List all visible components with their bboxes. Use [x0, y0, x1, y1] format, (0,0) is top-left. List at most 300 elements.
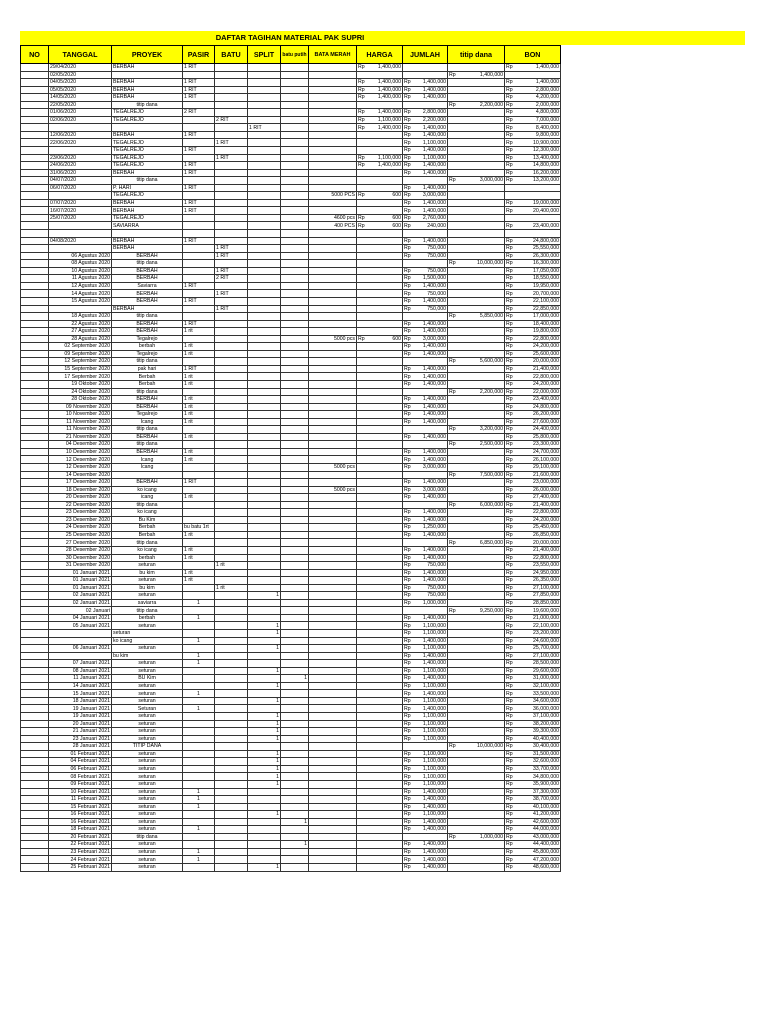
cell-bata-merah	[309, 735, 357, 743]
cell-batu-putih	[281, 252, 309, 260]
cell-harga	[357, 697, 403, 705]
cell-no	[21, 305, 49, 313]
table-row	[21, 222, 561, 230]
cell-batu	[215, 592, 248, 600]
cell-batu-putih	[281, 388, 309, 396]
currency-label: Rp	[404, 403, 411, 410]
cell-tanggal: 22/06/2020	[49, 139, 112, 147]
cell-batu-putih	[281, 637, 309, 645]
cell-bon	[505, 705, 561, 713]
currency-label: Rp	[506, 109, 513, 116]
table-row	[21, 365, 561, 373]
currency-label: Rp	[506, 615, 513, 622]
currency-label: Rp	[449, 539, 456, 546]
cell-jumlah	[403, 780, 448, 788]
cell-jumlah	[403, 788, 448, 796]
cell-proyek: bu kim	[112, 569, 183, 577]
cell-bata-merah	[309, 750, 357, 758]
cell-harga	[357, 64, 403, 72]
cell-no	[21, 131, 49, 139]
cell-bon	[505, 720, 561, 728]
cell-bata-merah	[309, 124, 357, 132]
cell-split	[248, 796, 281, 804]
cell-harga	[357, 199, 403, 207]
cell-no	[21, 313, 49, 321]
cell-no	[21, 441, 49, 449]
cell-split	[248, 509, 281, 517]
cell-bata-merah	[309, 592, 357, 600]
cell-jumlah	[403, 675, 448, 683]
amount-value: 31,500,000	[533, 750, 559, 757]
amount-value: 240,000	[427, 222, 446, 229]
cell-bon	[505, 275, 561, 283]
table-row	[21, 139, 561, 147]
cell-tanggal: 11 Agustus 2020	[49, 275, 112, 283]
col-header-batu: BATU	[215, 46, 248, 64]
cell-batu-putih	[281, 260, 309, 268]
cell-bon	[505, 154, 561, 162]
cell-harga	[357, 207, 403, 215]
cell-tanggal: 12 Desember 2020	[49, 456, 112, 464]
cell-pasir	[183, 509, 215, 517]
currency-label: Rp	[449, 71, 456, 78]
cell-tanggal: 23 Desember 2020	[49, 509, 112, 517]
cell-bata-merah	[309, 743, 357, 751]
cell-split: 1	[248, 780, 281, 788]
amount-value: 2,200,000	[479, 388, 503, 395]
table-row	[21, 516, 561, 524]
cell-proyek: titip dana	[112, 388, 183, 396]
cell-tanggal: 04 Februari 2021	[49, 758, 112, 766]
currency-label: Rp	[506, 622, 513, 629]
cell-pasir: 1	[183, 652, 215, 660]
table-row	[21, 750, 561, 758]
cell-tanggal: 04/05/2020	[49, 79, 112, 87]
cell-harga	[357, 192, 403, 200]
cell-batu-putih	[281, 403, 309, 411]
amount-value: 1,400,000	[377, 109, 401, 116]
amount-value: 1,400,000	[422, 554, 446, 561]
cell-split	[248, 199, 281, 207]
cell-bon	[505, 811, 561, 819]
cell-pasir: 1 rit	[183, 554, 215, 562]
cell-no	[21, 192, 49, 200]
cell-harga	[357, 343, 403, 351]
cell-pasir	[183, 335, 215, 343]
cell-bata-merah	[309, 697, 357, 705]
cell-batu	[215, 373, 248, 381]
cell-proyek: BERBAH	[112, 252, 183, 260]
cell-jumlah	[403, 577, 448, 585]
cell-proyek: seturan	[112, 697, 183, 705]
cell-batu: 1 RIT	[215, 245, 248, 253]
amount-value: 1,400,000	[422, 350, 446, 357]
cell-batu-putih	[281, 426, 309, 434]
cell-no	[21, 584, 49, 592]
cell-tanggal: 10 Agustus 2020	[49, 267, 112, 275]
table-row	[21, 614, 561, 622]
cell-pasir: 2 RIT	[183, 109, 215, 117]
cell-no	[21, 690, 49, 698]
table-row	[21, 863, 561, 871]
amount-value: 23,400,000	[533, 396, 559, 403]
currency-label: Rp	[404, 562, 411, 569]
currency-label: Rp	[506, 471, 513, 478]
table-row	[21, 848, 561, 856]
cell-proyek: TEGALREJO	[112, 214, 183, 222]
cell-split	[248, 539, 281, 547]
cell-harga	[357, 335, 403, 343]
cell-harga	[357, 577, 403, 585]
cell-bon	[505, 214, 561, 222]
cell-tanggal: 06/07/2020	[49, 184, 112, 192]
amount-value: 22,850,000	[533, 305, 559, 312]
cell-tanggal: 24 Oktober 2020	[49, 388, 112, 396]
table-row	[21, 260, 561, 268]
cell-titip-dana	[448, 516, 505, 524]
cell-bon	[505, 562, 561, 570]
cell-tanggal: 07/07/2020	[49, 199, 112, 207]
cell-tanggal	[49, 222, 112, 230]
cell-harga	[357, 328, 403, 336]
cell-batu-putih	[281, 297, 309, 305]
cell-titip-dana	[448, 94, 505, 102]
cell-batu	[215, 131, 248, 139]
cell-no	[21, 365, 49, 373]
cell-jumlah	[403, 539, 448, 547]
cell-batu-putih	[281, 713, 309, 721]
amount-value: 21,400,000	[533, 501, 559, 508]
cell-split	[248, 388, 281, 396]
cell-pasir: 1	[183, 803, 215, 811]
cell-bata-merah	[309, 320, 357, 328]
cell-pasir: 1 rit	[183, 494, 215, 502]
cell-batu-putih	[281, 380, 309, 388]
currency-label: Rp	[506, 698, 513, 705]
cell-no	[21, 863, 49, 871]
amount-value: 38,200,000	[533, 720, 559, 727]
cell-titip-dana	[448, 607, 505, 615]
amount-value: 19,950,000	[533, 282, 559, 289]
cell-bon	[505, 230, 561, 238]
cell-batu	[215, 501, 248, 509]
amount-value: 34,600,000	[533, 698, 559, 705]
amount-value: 21,000,000	[533, 615, 559, 622]
cell-tanggal: 06 Februari 2021	[49, 765, 112, 773]
col-header-batu-putih: batu putih	[281, 46, 309, 64]
cell-harga	[357, 214, 403, 222]
cell-jumlah	[403, 637, 448, 645]
cell-jumlah	[403, 335, 448, 343]
table-row	[21, 780, 561, 788]
currency-label: Rp	[404, 818, 411, 825]
cell-bon	[505, 147, 561, 155]
cell-jumlah	[403, 592, 448, 600]
cell-batu-putih	[281, 803, 309, 811]
col-header-jumlah: JUMLAH	[403, 46, 448, 64]
cell-batu-putih: 1	[281, 818, 309, 826]
currency-label: Rp	[404, 615, 411, 622]
cell-jumlah	[403, 192, 448, 200]
cell-pasir	[183, 697, 215, 705]
cell-harga	[357, 116, 403, 124]
currency-label: Rp	[506, 245, 513, 252]
currency-label: Rp	[506, 305, 513, 312]
amount-value: 24,800,000	[533, 237, 559, 244]
cell-split	[248, 245, 281, 253]
cell-harga	[357, 237, 403, 245]
cell-batu	[215, 675, 248, 683]
amount-value: 28,850,000	[533, 599, 559, 606]
col-header-proyek: PROYEK	[112, 46, 183, 64]
cell-batu: 1 RIT	[215, 139, 248, 147]
amount-value: 25,800,000	[533, 433, 559, 440]
cell-jumlah	[403, 267, 448, 275]
cell-proyek: TEGALREJO	[112, 162, 183, 170]
cell-bon	[505, 547, 561, 555]
amount-value: 27,100,000	[533, 584, 559, 591]
cell-bata-merah	[309, 396, 357, 404]
amount-value: 27,400,000	[533, 494, 559, 501]
amount-value: 44,400,000	[533, 841, 559, 848]
cell-tanggal: 09 Februari 2021	[49, 780, 112, 788]
cell-bata-merah	[309, 599, 357, 607]
cell-jumlah	[403, 328, 448, 336]
table-row	[21, 577, 561, 585]
cell-titip-dana	[448, 796, 505, 804]
cell-no	[21, 826, 49, 834]
table-row	[21, 788, 561, 796]
cell-proyek: P. HARI	[112, 184, 183, 192]
cell-batu-putih	[281, 758, 309, 766]
currency-label: Rp	[506, 864, 513, 871]
cell-titip-dana	[448, 373, 505, 381]
cell-pasir	[183, 562, 215, 570]
cell-titip-dana	[448, 471, 505, 479]
cell-proyek: bu kim	[112, 652, 183, 660]
cell-batu	[215, 509, 248, 517]
cell-pasir: 1 RIT	[183, 320, 215, 328]
cell-split: 1	[248, 863, 281, 871]
cell-batu-putih	[281, 796, 309, 804]
cell-split	[248, 365, 281, 373]
cell-bon	[505, 169, 561, 177]
cell-batu	[215, 71, 248, 79]
amount-value: 1,400,000	[422, 124, 446, 131]
cell-bata-merah	[309, 531, 357, 539]
currency-label: Rp	[404, 418, 411, 425]
cell-no	[21, 765, 49, 773]
cell-proyek: BERBAH	[112, 403, 183, 411]
cell-jumlah	[403, 358, 448, 366]
amount-value: 750,000	[427, 592, 446, 599]
currency-label: Rp	[449, 501, 456, 508]
cell-split	[248, 848, 281, 856]
cell-bon	[505, 660, 561, 668]
currency-label: Rp	[404, 147, 411, 154]
cell-no	[21, 728, 49, 736]
cell-tanggal: 23 Februari 2021	[49, 848, 112, 856]
cell-harga	[357, 245, 403, 253]
cell-pasir	[183, 192, 215, 200]
cell-batu	[215, 833, 248, 841]
cell-batu	[215, 463, 248, 471]
cell-titip-dana	[448, 758, 505, 766]
cell-batu-putih	[281, 660, 309, 668]
table-row	[21, 350, 561, 358]
currency-label: Rp	[506, 682, 513, 689]
currency-label: Rp	[506, 199, 513, 206]
cell-no	[21, 154, 49, 162]
currency-label: Rp	[506, 441, 513, 448]
cell-batu-putih	[281, 94, 309, 102]
amount-value: 9,250,000	[479, 607, 503, 614]
amount-value: 33,700,000	[533, 765, 559, 772]
amount-value: 22,000,000	[533, 388, 559, 395]
cell-pasir	[183, 222, 215, 230]
cell-proyek: Icang	[112, 418, 183, 426]
currency-label: Rp	[358, 215, 365, 222]
amount-value: 24,950,000	[533, 569, 559, 576]
cell-batu-putih	[281, 622, 309, 630]
table-row	[21, 418, 561, 426]
amount-value: 23,300,000	[533, 441, 559, 448]
cell-proyek: BERBAH	[112, 297, 183, 305]
currency-label: Rp	[506, 652, 513, 659]
cell-proyek: seturan	[112, 811, 183, 819]
cell-bon	[505, 614, 561, 622]
amount-value: 39,300,000	[533, 728, 559, 735]
cell-batu-putih	[281, 305, 309, 313]
cell-jumlah	[403, 818, 448, 826]
cell-harga	[357, 524, 403, 532]
cell-harga	[357, 765, 403, 773]
cell-bon	[505, 735, 561, 743]
cell-split	[248, 486, 281, 494]
amount-value: 1,100,000	[422, 622, 446, 629]
cell-pasir: 1 rit	[183, 531, 215, 539]
currency-label: Rp	[506, 298, 513, 305]
cell-titip-dana	[448, 456, 505, 464]
cell-no	[21, 282, 49, 290]
currency-label: Rp	[404, 282, 411, 289]
cell-tanggal: 08 Januari 2021	[49, 667, 112, 675]
table-row	[21, 199, 561, 207]
currency-label: Rp	[404, 267, 411, 274]
amount-value: 40,100,000	[533, 803, 559, 810]
cell-bata-merah: 400 PCS	[309, 222, 357, 230]
amount-value: 10,000,000	[477, 743, 503, 750]
cell-tanggal: 27 Desember 2020	[49, 539, 112, 547]
table-row	[21, 237, 561, 245]
cell-tanggal: 23 Desember 2020	[49, 516, 112, 524]
cell-harga	[357, 441, 403, 449]
cell-harga	[357, 177, 403, 185]
currency-label: Rp	[506, 449, 513, 456]
cell-bon	[505, 682, 561, 690]
cell-bon	[505, 131, 561, 139]
cell-batu	[215, 630, 248, 638]
currency-label: Rp	[404, 237, 411, 244]
currency-label: Rp	[404, 275, 411, 282]
amount-value: 750,000	[427, 245, 446, 252]
amount-value: 20,400,000	[533, 207, 559, 214]
cell-bata-merah	[309, 577, 357, 585]
cell-jumlah	[403, 124, 448, 132]
amount-value: 750,000	[427, 305, 446, 312]
amount-value: 1,400,000	[422, 615, 446, 622]
cell-proyek: Icang	[112, 463, 183, 471]
cell-bon	[505, 448, 561, 456]
cell-split	[248, 856, 281, 864]
amount-value: 12,300,000	[533, 147, 559, 154]
cell-no	[21, 237, 49, 245]
cell-harga	[357, 811, 403, 819]
currency-label: Rp	[506, 826, 513, 833]
cell-pasir	[183, 388, 215, 396]
cell-pasir	[183, 539, 215, 547]
cell-jumlah	[403, 713, 448, 721]
cell-jumlah	[403, 199, 448, 207]
currency-label: Rp	[506, 154, 513, 161]
currency-label: Rp	[449, 833, 456, 840]
cell-titip-dana	[448, 230, 505, 238]
cell-pasir: 1	[183, 856, 215, 864]
cell-no	[21, 479, 49, 487]
cell-batu	[215, 569, 248, 577]
table-row	[21, 147, 561, 155]
cell-titip-dana	[448, 71, 505, 79]
table-row	[21, 177, 561, 185]
cell-harga	[357, 818, 403, 826]
cell-batu-putih	[281, 109, 309, 117]
header-row	[21, 46, 561, 64]
table-row	[21, 456, 561, 464]
cell-jumlah	[403, 313, 448, 321]
cell-tanggal: 24/06/2020	[49, 162, 112, 170]
currency-label: Rp	[358, 154, 365, 161]
cell-batu-putih	[281, 411, 309, 419]
currency-label: Rp	[506, 584, 513, 591]
amount-value: 1,250,000	[422, 524, 446, 531]
table-row	[21, 64, 561, 72]
cell-bon	[505, 856, 561, 864]
cell-tanggal: 24 Februari 2021	[49, 856, 112, 864]
table-row	[21, 411, 561, 419]
cell-pasir: 1 RIT	[183, 64, 215, 72]
cell-bon	[505, 124, 561, 132]
cell-no	[21, 509, 49, 517]
cell-batu	[215, 516, 248, 524]
cell-bata-merah	[309, 252, 357, 260]
cell-harga	[357, 743, 403, 751]
sheet-title: DAFTAR TAGIHAN MATERIAL PAK SUPRI	[215, 33, 365, 42]
cell-bon	[505, 335, 561, 343]
amount-value: 18,400,000	[533, 320, 559, 327]
amount-value: 1,400,000	[422, 298, 446, 305]
currency-label: Rp	[404, 584, 411, 591]
cell-tanggal: 20 Januari 2021	[49, 720, 112, 728]
cell-bata-merah: 5000 pcs	[309, 335, 357, 343]
cell-titip-dana	[448, 720, 505, 728]
cell-no	[21, 64, 49, 72]
cell-harga	[357, 848, 403, 856]
cell-batu-putih	[281, 562, 309, 570]
cell-jumlah	[403, 728, 448, 736]
cell-titip-dana	[448, 448, 505, 456]
table-row	[21, 275, 561, 283]
cell-batu	[215, 214, 248, 222]
